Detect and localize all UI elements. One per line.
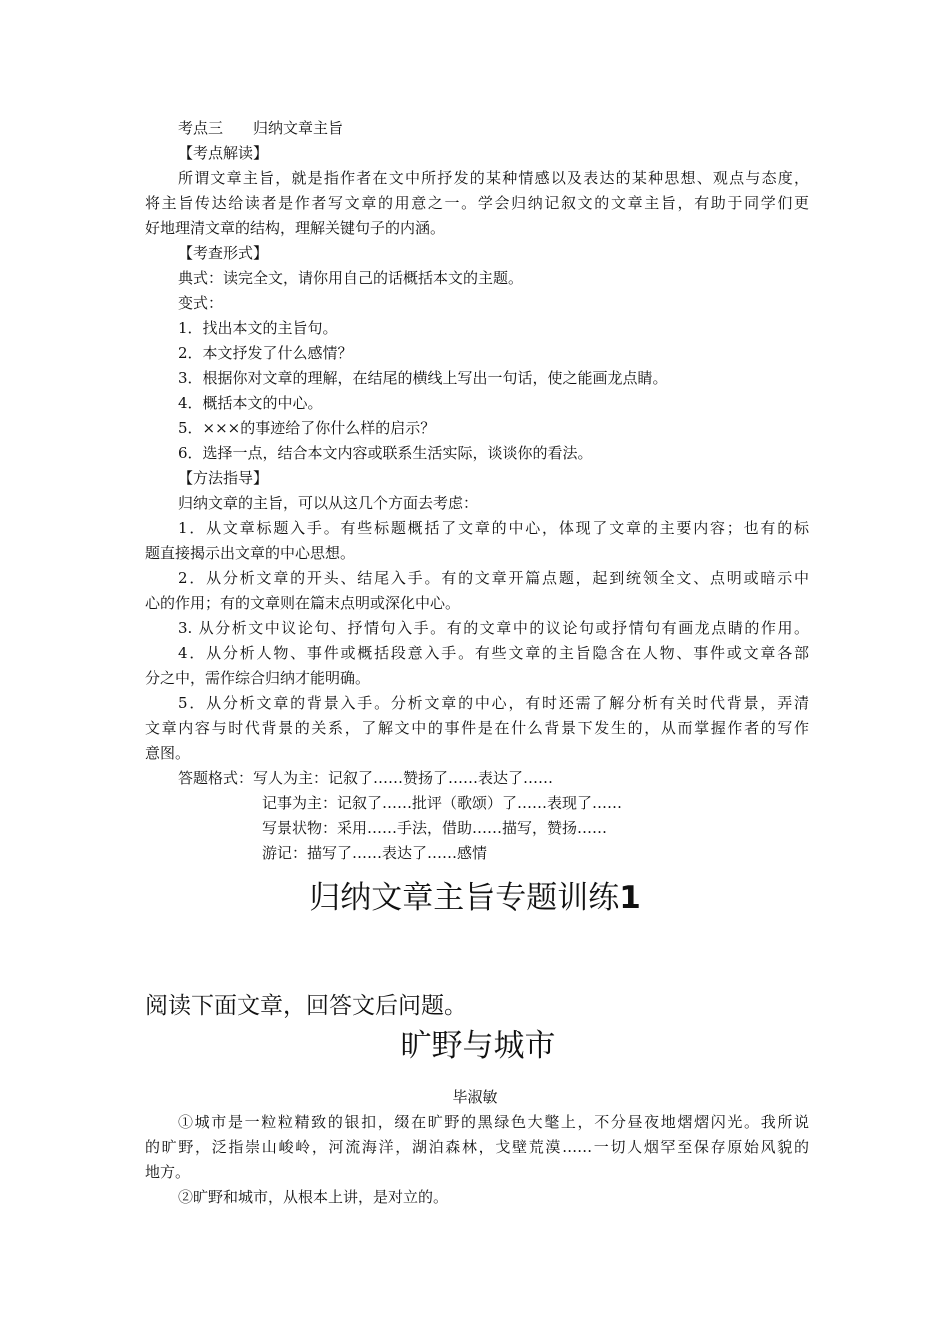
answer-format-line: 写景状物：采用……手法，借助……描写，赞扬…… — [262, 819, 608, 837]
article-line: 地方。 — [145, 1163, 191, 1181]
list-item: 5．从分析文章的背景入手。分析文章的中心，有时还需了解分析有关时代背景，弄清 — [178, 694, 809, 712]
page-title-number: 1 — [619, 880, 641, 916]
paragraph-line: 归纳文章的主旨，可以从这几个方面去考虑： — [178, 494, 479, 512]
paragraph-line: 心的作用；有的文章则在篇末点明或深化中心。 — [145, 594, 461, 612]
paragraph-line: 将主旨传达给读者是作者写文章的用意之一。学会归纳记叙文的文章主旨，有助于同学们更 — [145, 194, 809, 212]
article-line: ①城市是一粒粒精致的银扣，缀在旷野的黑绿色大氅上，不分昼夜地熠熠闪光。我所说 — [178, 1113, 809, 1131]
list-item: 4．从分析人物、事件或概括段意入手。有些文章的主旨隐含在人物、事件或文章各部 — [178, 644, 809, 662]
list-item: 2．从分析文章的开头、结尾入手。有的文章开篇点题，起到统领全文、点明或暗示中 — [178, 569, 809, 587]
subheading-form: 【考查形式】 — [178, 244, 269, 262]
paragraph-line: 文章内容与时代背景的关系，了解文中的事件是在什么背景下发生的，从而掌握作者的写作 — [145, 719, 809, 737]
page-title-text: 归纳文章主旨专题训练 — [309, 880, 620, 916]
list-item: 3．根据你对文章的理解，在结尾的横线上写出一句话，使之能画龙点睛。 — [178, 369, 668, 387]
answer-format-line: 游记：描写了……表达了……感情 — [262, 844, 488, 862]
list-item: 1．从文章标题入手。有些标题概括了文章的中心，体现了文章的主要内容；也有的标 — [178, 519, 809, 537]
subheading-method: 【方法指导】 — [178, 469, 269, 487]
paragraph-line: 意图。 — [145, 744, 191, 762]
article-title: 旷野与城市 — [400, 1028, 556, 1064]
page-title — [0, 876, 950, 920]
list-item: 4．概括本文的中心。 — [178, 394, 323, 412]
answer-format-line: 答题格式：写人为主：记叙了……赞扬了……表达了…… — [178, 769, 554, 787]
paragraph-line: 变式： — [178, 294, 224, 312]
list-item: 2．本文抒发了什么感情？ — [178, 344, 353, 362]
list-item: 3. 从分析文中议论句、抒情句入手。有的文章中的议论句或抒情句有画龙点睛的作用。 — [178, 619, 809, 637]
list-item: 6．选择一点，结合本文内容或联系生活实际，谈谈你的看法。 — [178, 444, 593, 462]
paragraph-line: 所谓文章主旨，就是指作者在文中所抒发的某种情感以及表达的某种思想、观点与态度， — [178, 169, 809, 187]
article-author: 毕淑敏 — [452, 1088, 498, 1106]
list-item: 5．×××的事迹给了你什么样的启示？ — [178, 419, 436, 437]
article-line: 的旷野，泛指崇山峻岭，河流海洋，湖泊森林，戈壁荒漠……一切人烟罕至保存原始风貌的 — [145, 1138, 809, 1156]
paragraph-line: 好地理清文章的结构，理解关键句子的内涵。 — [145, 219, 446, 237]
subheading-interpretation: 【考点解读】 — [178, 144, 269, 162]
section-heading: 考点三 归纳文章主旨 — [178, 119, 344, 137]
article-line: ②旷野和城市，从根本上讲，是对立的。 — [178, 1188, 449, 1206]
answer-format-line: 记事为主：记叙了……批评（歌颂）了……表现了…… — [262, 794, 623, 812]
paragraph-line: 典式：读完全文，请你用自己的话概括本文的主题。 — [178, 269, 524, 287]
paragraph-line: 题直接揭示出文章的中心思想。 — [145, 544, 356, 562]
paragraph-line: 分之中，需作综合归纳才能明确。 — [145, 669, 371, 687]
reading-instruction: 阅读下面文章，回答文后问题。 — [145, 993, 467, 1019]
list-item: 1．找出本文的主旨句。 — [178, 319, 338, 337]
